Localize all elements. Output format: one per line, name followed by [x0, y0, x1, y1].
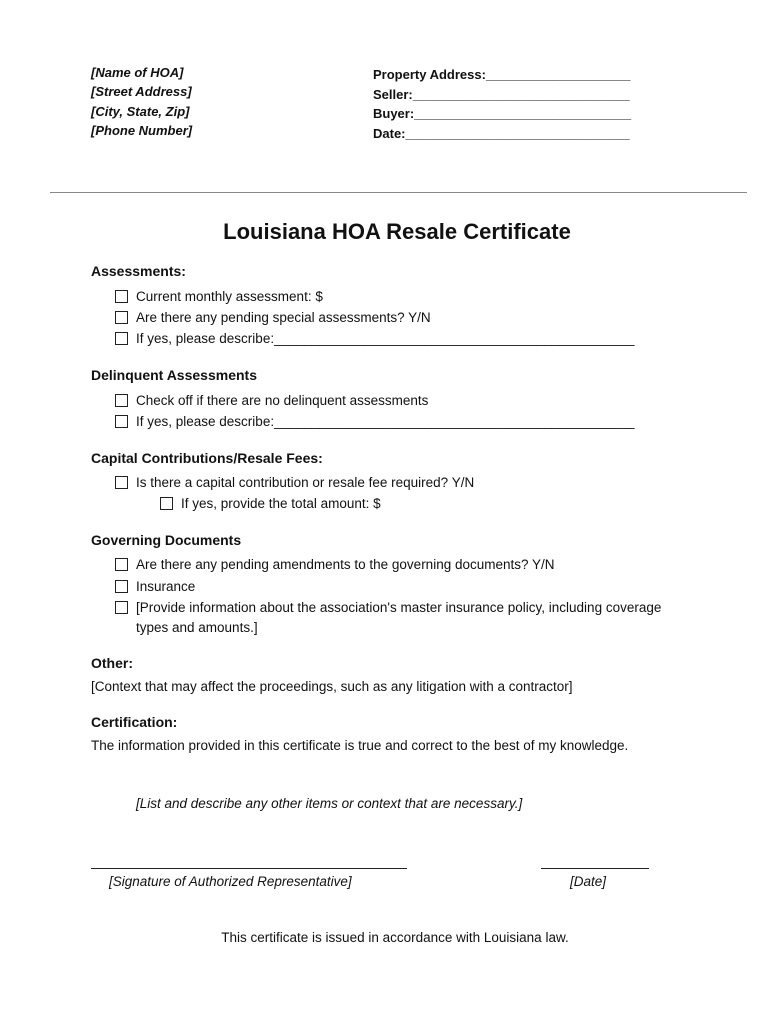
checkbox-pending-special-assessments[interactable]: [115, 311, 128, 324]
footer-text: This certificate is issued in accordance with Louisiana law.: [221, 930, 569, 945]
signature-line: [91, 868, 407, 869]
item-insurance-info: [Provide information about the association's master insurance policy, including coverage: [136, 600, 662, 615]
checkbox-assessments-describe[interactable]: [115, 332, 128, 345]
checkbox-current-monthly-assessment[interactable]: [115, 290, 128, 303]
other-heading: Other:: [91, 655, 133, 671]
hoa-name: [Name of HOA]: [91, 65, 184, 80]
delinquent-heading: Delinquent Assessments: [91, 367, 257, 383]
hoa-city-state-zip: [City, State, Zip]: [91, 104, 190, 119]
item-assessments-describe: If yes, please describe:________________________________________________: [136, 331, 635, 346]
other-text: [Context that may affect the proceedings, such as any litigation with a contractor]: [91, 679, 573, 694]
item-insurance: Insurance: [136, 579, 196, 594]
checkbox-capital-contribution[interactable]: [115, 476, 128, 489]
date-label: [Date]: [570, 874, 607, 889]
checkbox-insurance[interactable]: [115, 580, 128, 593]
date-line: [541, 868, 649, 869]
item-insurance-info-continuation: types and amounts.]: [136, 620, 258, 635]
checkbox-delinquent-describe[interactable]: [115, 415, 128, 428]
header-divider: [50, 192, 747, 193]
item-current-monthly-assessment: Current monthly assessment: $: [136, 289, 323, 304]
item-delinquent-describe: If yes, please describe:________________________________________________: [136, 414, 635, 429]
capital-heading: Capital Contributions/Resale Fees:: [91, 450, 323, 466]
certification-text: The information provided in this certificate is true and correct to the best of my knowledge.: [91, 738, 629, 753]
buyer-field: Buyer:______________________________: [373, 106, 632, 121]
certification-heading: Certification:: [91, 714, 178, 730]
item-no-delinquent: Check off if there are no delinquent assessments: [136, 393, 429, 408]
checkbox-insurance-info[interactable]: [115, 601, 128, 614]
governing-heading: Governing Documents: [91, 532, 242, 548]
item-pending-amendments: Are there any pending amendments to the governing documents? Y/N: [136, 557, 555, 572]
property-address-field: Property Address:____________________: [373, 67, 631, 82]
item-capital-contribution: Is there a capital contribution or resale fee required? Y/N: [136, 475, 475, 490]
hoa-street-address: [Street Address]: [91, 84, 192, 99]
checkbox-no-delinquent[interactable]: [115, 394, 128, 407]
checkbox-pending-amendments[interactable]: [115, 558, 128, 571]
date-field: Date:_______________________________: [373, 126, 630, 141]
checkbox-total-amount[interactable]: [160, 497, 173, 510]
seller-field: Seller:______________________________: [373, 87, 630, 102]
certification-note: [List and describe any other items or context that are necessary.]: [136, 796, 523, 811]
signature-label: [Signature of Authorized Representative]: [109, 874, 352, 889]
hoa-phone-number: [Phone Number]: [91, 123, 193, 138]
item-total-amount: If yes, provide the total amount: $: [181, 496, 381, 511]
assessments-heading: Assessments:: [91, 263, 186, 279]
document-title: Louisiana HOA Resale Certificate: [223, 219, 571, 244]
item-pending-special-assessments: Are there any pending special assessments? Y/N: [136, 310, 431, 325]
